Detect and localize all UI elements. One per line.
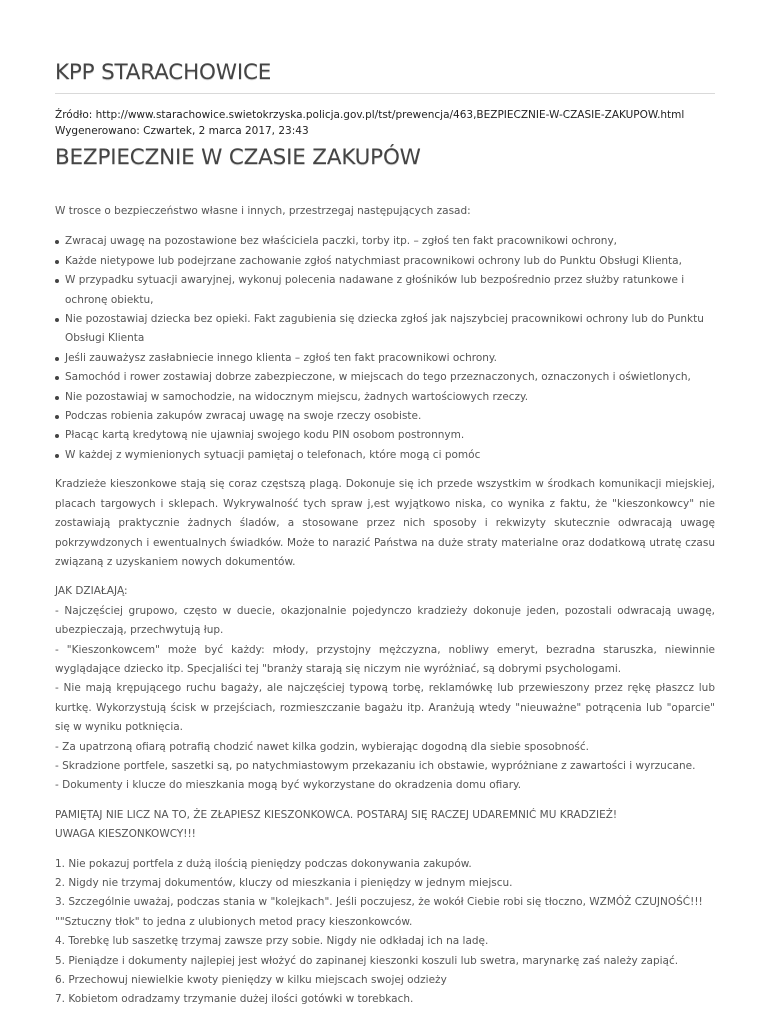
title-divider — [55, 93, 715, 94]
list-item: Samochód i rower zostawiaj dobrze zabezpieczone, w miejscach do tego przeznaczonych, oznaczonych i oświetlonych, — [55, 368, 715, 387]
list-item: Płacąc kartą kredytową nie ujawniaj swojego kodu PIN osobom postronnym. — [55, 426, 715, 445]
how-item: - Za upatrzoną ofiarą potrafią chodzić nawet kilka godzin, wybierając dogodną dla siebie sposobność. — [55, 740, 589, 753]
list-item: Jeśli zauważysz zasłabniecie innego klienta – zgłoś ten fakt pracownikowi ochrony. — [55, 349, 715, 368]
warning-line: PAMIĘTAJ NIE LICZ NA TO, ŻE ZŁAPIESZ KIESZONKOWCA. POSTARAJ SIĘ RACZEJ UDAREMNIĆ MU KRADZIEŻ! — [55, 808, 618, 821]
list-item: Każde nietypowe lub podejrzane zachowanie zgłoś natychmiast pracownikowi ochrony lub do Punktu Obsługi Klienta, — [55, 252, 715, 271]
list-item: W każdej z wymienionych sytuacji pamiętaj o telefonach, które mogą ci pomóc — [55, 446, 715, 465]
tip-item: 2. Nigdy nie trzymaj dokumentów, kluczy od mieszkania i pieniędzy w jednym miejscu. — [55, 877, 513, 889]
tip-item: 3. Szczególnie uważaj, podczas stania w "kolejkach". Jeśli poczujesz, że wokół Ciebie robi się tłoczno, WZMÓŻ CZUJNOŚĆ!!! — [55, 896, 703, 909]
pickpocket-paragraph: Kradzieże kieszonkowe stają się coraz częstszą plagą. Dokonuje się ich przede wszystkim w środkach komunikacji miejskiej, placach targowych i sklepach. Wykrywalność tych spraw j,est wyjątkowo niska, co wynika z faktu, że "kieszonkowcy" nie zostawiają praktycznie żadnych śladów, a stosowane przez nich sposoby i rekwizyty skutecznie odwracają uwagę pokrzywdzonych i ewentualnych świadków. Może to narazić Państwa na duże straty materialne oraz dodatkową utratę czasu związaną z uzyskaniem nowych dokumentów. — [55, 478, 715, 568]
tip-item: 1. Nie pokazuj portfela z dużą ilością pieniędzy podczas dokonywania zakupów. — [55, 857, 472, 870]
generated-date: Wygenerowano: Czwartek, 2 marca 2017, 23:43 — [55, 125, 309, 137]
tip-item: 5. Pieniądze i dokumenty najlepiej jest włożyć do zapinanej kieszonki koszuli lub swetra, marynarkę zaś należy zapiąć. — [55, 954, 679, 967]
how-heading: JAK DZIAŁAJĄ: — [55, 585, 128, 598]
site-title: KPP STARACHOWICE — [55, 60, 272, 85]
tips-list — [55, 855, 715, 1010]
how-they-operate-section — [55, 582, 715, 795]
list-item: Zwracaj uwagę na pozostawione bez właściciela paczki, torby itp. – zgłoś ten fakt pracownikowi ochrony, — [55, 232, 715, 251]
safety-rules-list — [55, 232, 715, 465]
how-item: - Najczęściej grupowo, często w duecie, okazjonalnie pojedynczo kradzieży dokonuje jeden, pozostali odwracają uwagę, ubezpieczają, przechwytują łup. — [55, 604, 715, 637]
how-item: - "Kieszonkowcem" może być każdy: młody, przystojny mężczyzna, nobliwy emeryt, bezradna staruszka, niewinnie wyglądające dziecko itp. Specjaliści tej "branży starają się niczym nie wyróżniać, są dobrymi psychologami. — [55, 643, 715, 675]
tip-item: ""Sztuczny tłok" to jedna z ulubionych metod pracy kieszonkowców. — [55, 915, 413, 928]
source-url: Źródło: http://www.starachowice.swietokrzyska.policja.gov.pl/tst/prewencja/463,BEZPIECZNIE-W-CZASIE-ZAKUPOW.html — [55, 109, 685, 121]
tip-item: 6. Przechowuj niewielkie kwoty pieniędzy w kilku miejscach swojej odzieży — [55, 974, 447, 987]
how-item: - Skradzione portfele, saszetki są, po natychmiastowym przekazaniu ich obstawie, wypróżniane z zawartości i wyrzucane. — [55, 759, 696, 772]
list-item: Nie pozostawiaj dziecka bez opieki. Fakt zagubienia się dziecka zgłoś jak najszybciej pracownikowi ochrony lub do Punktu Obsługi Klienta — [55, 310, 715, 349]
how-item: - Dokumenty i klucze do mieszkania mogą być wykorzystane do okradzenia domu ofiary. — [55, 779, 522, 792]
intro-text: W trosce o bezpieczeństwo własne i innych, przestrzegaj następujących zasad: — [55, 205, 471, 217]
list-item: W przypadku sytuacji awaryjnej, wykonuj polecenia nadawane z głośników lub bezpośrednio przez służby ratunkowe i ochronę obiektu, — [55, 271, 715, 310]
how-item: - Nie mają krępującego ruchu bagaży, ale najczęściej typową torbę, reklamówkę lub przewieszony przez rękę płaszcz lub kurtkę. Wykorzystują ścisk w przejściach, rozmieszczanie bagażu itp. Aranżują wtedy "nieuważne" potrącenia lub "oparcie" się w wyniku potknięcia. — [55, 682, 715, 734]
warning-section — [55, 806, 715, 845]
article-title: BEZPIECZNIE W CZASIE ZAKUPÓW — [55, 145, 421, 170]
warning-line: UWAGA KIESZONKOWCY!!! — [55, 828, 196, 841]
tip-item: 4. Torebkę lub saszetkę trzymaj zawsze przy sobie. Nigdy nie odkładaj ich na ladę. — [55, 935, 489, 948]
article-body — [55, 202, 715, 1010]
tip-item: 7. Kobietom odradzamy trzymanie dużej ilości gotówki w torebkach. — [55, 993, 414, 1006]
list-item: Podczas robienia zakupów zwracaj uwagę na swoje rzeczy osobiste. — [55, 407, 715, 426]
list-item: Nie pozostawiaj w samochodzie, na widocznym miejscu, żadnych wartościowych rzeczy. — [55, 388, 715, 407]
document-meta — [55, 107, 684, 139]
